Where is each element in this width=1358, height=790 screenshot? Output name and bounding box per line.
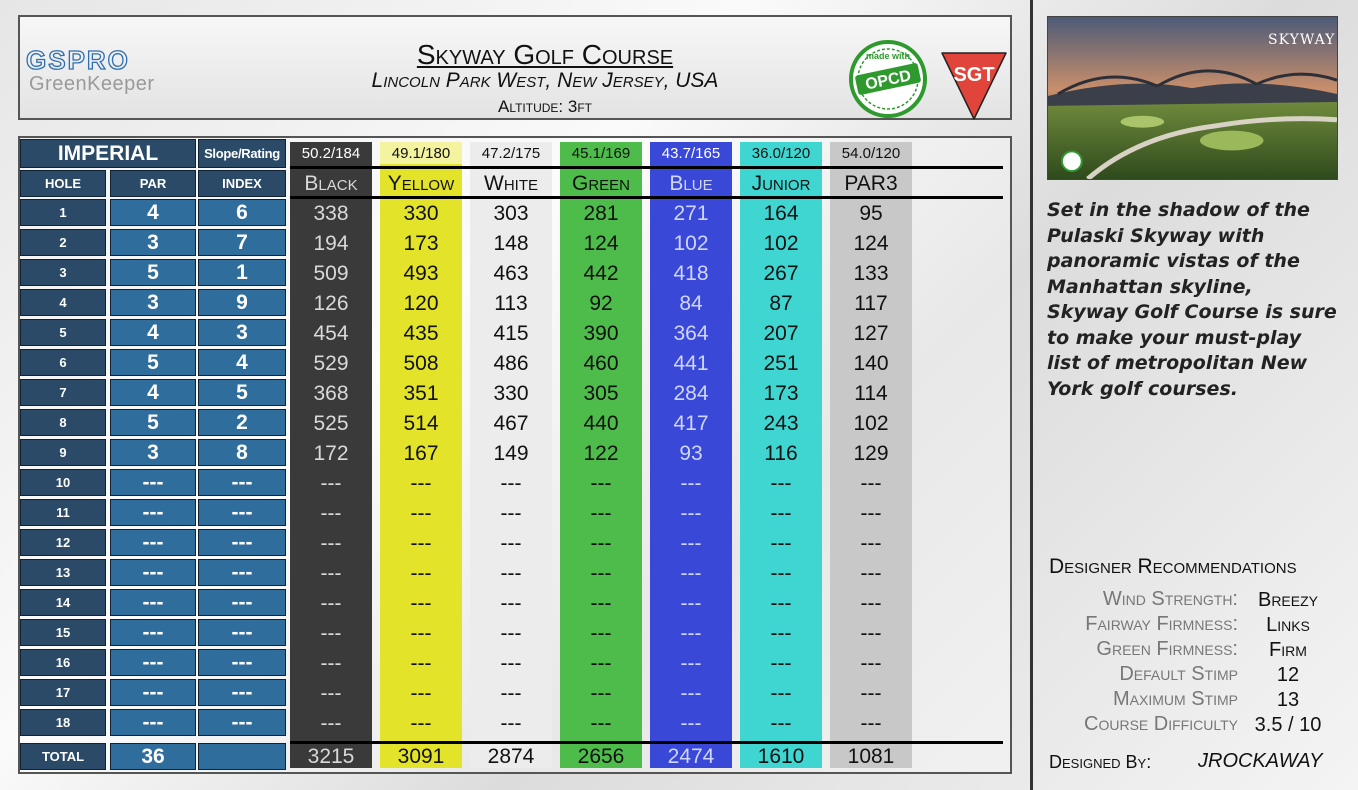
yardage-cell: 124 [583,232,619,255]
hole-number: 3 [20,259,106,286]
yardage-cell: --- [320,502,342,525]
yardage-cell: --- [320,562,342,585]
yardage-cell: 525 [313,412,349,435]
yardage-cell: 243 [763,412,799,435]
yardage-cell: 164 [763,202,799,225]
index-value: --- [198,709,286,736]
sgt-logo-text: SGT [953,64,995,86]
yardage-cell: --- [680,502,702,525]
index-value: 3 [198,319,286,346]
yardage-cell: --- [770,592,792,615]
par-value: 3 [110,439,196,466]
yardage-cell: --- [410,502,432,525]
index-value: 6 [198,199,286,226]
par-value: --- [110,649,196,676]
recommendation-value: Firm [1269,639,1307,661]
yardage-cell: 509 [313,262,349,285]
yardage-cell: --- [680,562,702,585]
yardage-cell: --- [770,622,792,645]
yardage-cell: 364 [673,322,709,345]
hole-number: 5 [20,319,106,346]
yardage-cell: 207 [763,322,799,345]
yardage-cell: 127 [853,322,889,345]
designer-name: JROCKAWAY [1198,750,1323,772]
hole-number: 7 [20,379,106,406]
hole-number: 11 [20,499,106,526]
divider-total [290,741,1003,744]
units-label: IMPERIAL [20,139,196,168]
recommendations-title: Designer Recommendations [1049,555,1297,578]
yardage-cell: 486 [493,352,529,375]
designed-by-label: Designed By: [1049,752,1152,772]
yardage-cell: 95 [859,202,883,225]
tee-total-yellow: 3091 [397,745,445,768]
tee-name-yellow: Yellow [387,171,455,195]
yardage-cell: --- [770,532,792,555]
hole-number: 17 [20,679,106,706]
yardage-cell: 194 [313,232,349,255]
tee-rating-blue: 43.7/165 [650,142,732,164]
tee-total-par3: 1081 [847,745,895,768]
yardage-cell: 281 [583,202,619,225]
yardage-cell: 113 [494,292,528,315]
yardage-cell: --- [860,622,882,645]
yardage-cell: --- [860,712,882,735]
yardage-cell: --- [860,502,882,525]
yardage-cell: 330 [493,382,529,405]
tee-total-white: 2874 [487,745,535,768]
course-title: Skyway Golf Course [416,39,674,70]
yardage-cell: --- [410,532,432,555]
index-value: --- [198,589,286,616]
index-value: 7 [198,229,286,256]
tee-rating-junior: 36.0/120 [740,142,822,164]
hole-number: 14 [20,589,106,616]
yardage-cell: 454 [313,322,349,345]
par-value: --- [110,469,196,496]
yardage-cell: 116 [764,442,798,465]
index-value: 1 [198,259,286,286]
par-value: 5 [110,349,196,376]
recommendation-label: Wind Strength: [1102,588,1238,610]
yardage-cell: --- [590,532,612,555]
course-description: Set in the shadow of the Pulaski Skyway with panoramic vistas of the Manhattan skyline, Skyway Golf Course is sure to make your must-play list of metropolitan New York golf courses. [1047,199,1337,400]
par-value: --- [110,619,196,646]
yardage-cell: --- [320,622,342,645]
yardage-cell: --- [770,712,792,735]
index-value: --- [198,649,286,676]
yardage-cell: --- [320,682,342,705]
yardage-cell: --- [680,472,702,495]
sgt-logo-icon [938,47,1010,123]
yardage-cell: --- [860,592,882,615]
opcd-badge-text: OPCD [863,67,913,94]
yardage-cell: --- [500,562,522,585]
par-value: --- [110,589,196,616]
tee-name-blue: Blue [669,171,713,195]
yardage-cell: 124 [853,232,889,255]
yardage-cell: 305 [583,382,619,405]
hole-number: 1 [20,199,106,226]
yardage-cell: 173 [763,382,799,405]
par-value: --- [110,559,196,586]
index-value: --- [198,619,286,646]
yardage-cell: --- [320,472,342,495]
yardage-cell: 493 [403,262,439,285]
index-value: --- [198,529,286,556]
yardage-cell: --- [590,652,612,675]
par-value: --- [110,709,196,736]
yardage-cell: 418 [673,262,709,285]
yardage-cell: --- [680,592,702,615]
divider-top [290,166,1003,169]
yardage-cell: 441 [673,352,709,375]
yardage-cell: --- [500,712,522,735]
yardage-cell: --- [410,682,432,705]
yardage-cell: --- [410,562,432,585]
tee-name-par3: PAR3 [844,171,898,195]
yardage-cell: 122 [583,442,619,465]
course-location: Lincoln Park West, New Jersey, USA [371,69,719,92]
yardage-cell: 114 [854,382,888,405]
tee-name-green: Green [571,171,630,195]
yardage-cell: 417 [673,412,709,435]
course-header [18,15,1012,120]
opcd-badge-top-text: made with [865,51,911,61]
slope-rating-label: Slope/Rating [198,139,286,168]
opcd-badge-icon [848,39,928,119]
tee-total-black: 3215 [307,745,355,768]
yardage-cell: --- [500,592,522,615]
yardage-cell: 303 [493,202,529,225]
tee-rating-green: 45.1/169 [560,142,642,164]
tee-total-blue: 2474 [667,745,715,768]
yardage-cell: 442 [583,262,619,285]
yardage-cell: 467 [493,412,529,435]
yardage-cell: --- [590,472,612,495]
yardage-cell: --- [500,532,522,555]
hole-number: 6 [20,349,106,376]
hole-column-header: HOLE [20,170,106,197]
par-value: 5 [110,259,196,286]
hole-number: 2 [20,229,106,256]
yardage-cell: 460 [583,352,619,375]
par-value: --- [110,679,196,706]
yardage-cell: --- [680,682,702,705]
yardage-cell: 271 [673,202,709,225]
yardage-cell: 129 [853,442,889,465]
yardage-cell: --- [590,562,612,585]
hole-number: 18 [20,709,106,736]
par-value: 5 [110,409,196,436]
yardage-cell: --- [500,622,522,645]
yardage-cell: 508 [403,352,439,375]
yardage-cell: --- [770,682,792,705]
yardage-cell: --- [320,712,342,735]
recommendation-label: Green Firmness: [1096,638,1238,660]
yardage-cell: 148 [493,232,529,255]
par-value: 4 [110,319,196,346]
yardage-cell: 390 [583,322,619,345]
yardage-cell: 84 [679,292,703,315]
recommendation-label: Fairway Firmness: [1085,613,1238,635]
yardage-cell: --- [860,652,882,675]
hole-number: 15 [20,619,106,646]
yardage-cell: --- [770,472,792,495]
yardage-cell: --- [500,652,522,675]
hole-number: 16 [20,649,106,676]
tee-total-green: 2656 [577,745,625,768]
yardage-cell: 140 [853,352,889,375]
tee-name-junior: Junior [751,171,811,195]
yardage-cell: --- [500,682,522,705]
index-value: 2 [198,409,286,436]
hole-number: 10 [20,469,106,496]
yardage-cell: --- [860,532,882,555]
yardage-cell: 463 [493,262,529,285]
yardage-cell: --- [680,622,702,645]
yardage-cell: 267 [763,262,799,285]
hole-number: 13 [20,559,106,586]
par-value: 3 [110,229,196,256]
index-column-header: INDEX [198,170,286,197]
index-value: --- [198,679,286,706]
recommendation-value: Links [1266,614,1310,636]
total-label: TOTAL [20,743,106,770]
yardage-cell: 172 [313,442,349,465]
greenkeeper-logo-text: GreenKeeper [29,73,155,95]
yardage-cell: --- [770,562,792,585]
index-value: 8 [198,439,286,466]
yardage-cell: 133 [853,262,889,285]
yardage-cell: --- [680,712,702,735]
yardage-cell: 173 [403,232,439,255]
hole-number: 8 [20,409,106,436]
yardage-cell: 126 [313,292,349,315]
yardage-cell: --- [410,652,432,675]
gspro-logo [26,47,186,73]
yardage-cell: --- [860,562,882,585]
index-value: 4 [198,349,286,376]
yardage-cell: 514 [403,412,439,435]
yardage-cell: --- [590,622,612,645]
yardage-cell: 415 [493,322,529,345]
recommendation-value: 3.5 / 10 [1254,714,1322,736]
yardage-cell: 351 [403,382,439,405]
yardage-cell: 368 [313,382,349,405]
yardage-cell: 435 [403,322,439,345]
total-par: 36 [110,743,196,770]
yardage-cell: --- [770,652,792,675]
yardage-cell: 92 [589,292,613,315]
recommendation-value: Breezy [1257,589,1318,611]
recommendation-label: Course Difficulty [1084,713,1238,735]
course-altitude: Altitude: 3ft [497,97,592,116]
par-value: --- [110,499,196,526]
yardage-cell: --- [680,532,702,555]
hole-number: 4 [20,289,106,316]
yardage-cell: 330 [403,202,439,225]
tee-rating-par3: 54.0/120 [830,142,912,164]
gspro-logo-text: GSPRO [26,47,130,73]
index-value: 9 [198,289,286,316]
yardage-cell: --- [860,682,882,705]
yardage-cell: --- [410,472,432,495]
yardage-cell: --- [410,592,432,615]
tee-name-black: Black [304,171,358,195]
par-column-header: PAR [110,170,196,197]
yardage-cell: --- [590,592,612,615]
tee-name-white: White [484,171,538,195]
photo-brand-text: SKYWAY [1268,32,1336,48]
tee-total-junior: 1610 [757,745,805,768]
index-value: --- [198,469,286,496]
yardage-cell: 120 [403,292,439,315]
yardage-cell: --- [410,622,432,645]
divider-header [290,196,1003,199]
yardage-cell: 102 [853,412,889,435]
yardage-cell: --- [320,532,342,555]
recommendation-value: 13 [1276,689,1300,711]
index-value: 5 [198,379,286,406]
index-value: --- [198,499,286,526]
yardage-cell: --- [590,502,612,525]
hole-number: 12 [20,529,106,556]
yardage-cell: 338 [313,202,349,225]
tee-rating-white: 47.2/175 [470,142,552,164]
yardage-cell: 87 [769,292,793,315]
tee-rating-black: 50.2/184 [290,142,372,164]
index-value: --- [198,559,286,586]
hole-number: 9 [20,439,106,466]
yardage-cell: --- [410,712,432,735]
yardage-cell: --- [500,472,522,495]
yardage-cell: 117 [854,292,888,315]
yardage-cell: 167 [403,442,439,465]
recommendation-label: Default Stimp [1119,663,1238,685]
par-value: 4 [110,379,196,406]
yardage-cell: --- [500,502,522,525]
par-value: 4 [110,199,196,226]
par-value: 3 [110,289,196,316]
yardage-cell: 251 [763,352,799,375]
yardage-cell: 440 [583,412,619,435]
par-value: --- [110,529,196,556]
yardage-cell: 93 [679,442,703,465]
yardage-cell: --- [590,712,612,735]
tee-rating-yellow: 49.1/180 [380,142,462,164]
yardage-cell: 529 [313,352,349,375]
yardage-cell: --- [860,472,882,495]
total-index-blank [198,743,286,770]
yardage-cell: 102 [673,232,709,255]
recommendation-label: Maximum Stimp [1113,688,1238,710]
yardage-cell: 102 [763,232,799,255]
yardage-cell: 284 [673,382,709,405]
yardage-cell: 149 [493,442,529,465]
yardage-cell: --- [320,652,342,675]
yardage-cell: --- [590,682,612,705]
yardage-cell: --- [680,652,702,675]
recommendation-value: 12 [1276,664,1300,686]
yardage-cell: --- [770,502,792,525]
yardage-cell: --- [320,592,342,615]
